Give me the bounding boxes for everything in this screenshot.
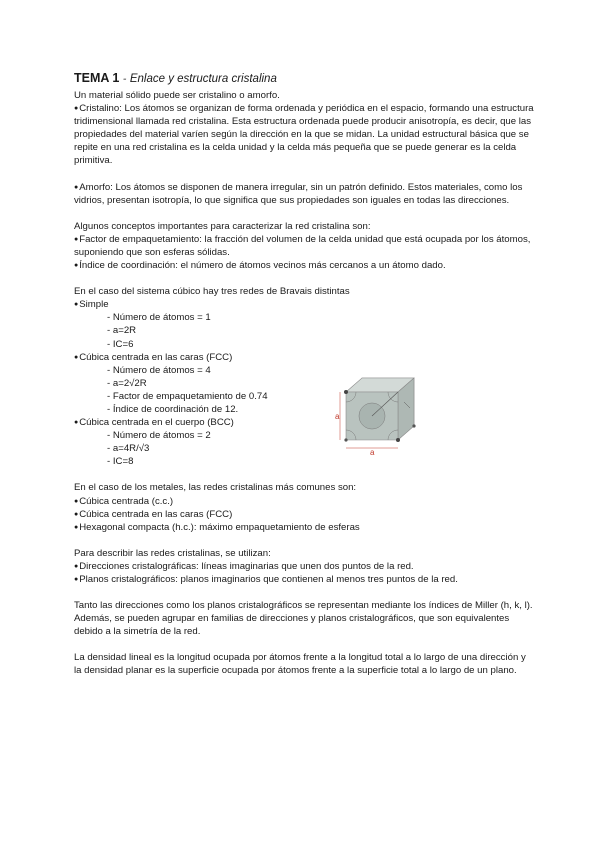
cristalino-paragraph: ● Cristalino: Los átomos se organizan de forma ordenada y periódica en el espacio, formando una estructura tridimensional llamada red cristalina. Esta estructura ordenada puede producir anisotropía, es decir, que las propiedades del material varíen según la dirección en la que se midan. La unidad estructural básica que se repite en una red cristalina es la celda unidad y la celda más pequeña que se puede generar es la celda primitiva. [74, 102, 534, 167]
bravais-item: - Número de átomos = 4 [74, 364, 534, 377]
bravais-item: - Número de átomos = 1 [74, 311, 534, 324]
bravais-item: - a=2R [74, 324, 534, 337]
title-subtitle: Enlace y estructura cristalina [129, 73, 277, 85]
describir-intro: Para describir las redes cristalinas, se utilizan: [74, 547, 271, 559]
intro-text: Un material sólido puede ser cristalino o amorfo. [74, 90, 280, 101]
metales-intro: En el caso de los metales, las redes cristalinas más comunes son: [74, 482, 357, 494]
page-title [74, 70, 534, 87]
fcc-cube-figure [334, 372, 420, 456]
corner-atom [344, 390, 348, 394]
miller-paragraph: Tanto las direcciones como los planos cristalográficos se representan mediante los índices de Miller (h, k, l). Además, se pueden agrupar en familias de direcciones y planos cristalográficos, que son equivalentes debido a la simetría de la red. [74, 600, 533, 638]
bravais-item: - Factor de empaquetamiento de 0.74 [74, 390, 534, 403]
dimension-label-left: a [335, 412, 340, 421]
densidad-paragraph: La densidad lineal es la longitud ocupada por átomos frente a la longitud total a lo largo de una dirección y la densidad planar es la superficie ocupada por átomos frente a la superficie total a lo largo de un plano. [74, 652, 526, 677]
bravais-item: - a=2√2R [74, 377, 534, 390]
bravais-group-title: ● Cúbica centrada en el cuerpo (BCC) [74, 416, 534, 429]
bravais-item: - IC=8 [74, 455, 534, 468]
concepto-item: ● Índice de coordinación: el número de átomos vecinos más cercanos a un átomo dado. [74, 259, 534, 272]
bravais-group-title: ● Simple [74, 298, 534, 311]
bravais-item: - a=4R/√3 [74, 442, 534, 455]
metales-item: ● Hexagonal compacta (h.c.): máximo empaquetamiento de esferas [74, 521, 534, 534]
describir-item: ● Planos cristalográficos: planos imaginarios que contienen al menos tres puntos de la red. [74, 573, 534, 586]
describir-item: ● Direcciones cristalográficas: líneas imaginarias que unen dos puntos de la red. [74, 560, 534, 573]
document-body [74, 70, 534, 678]
bravais-intro: En el caso del sistema cúbico hay tres redes de Bravais distintas [74, 286, 350, 298]
corner-atom [412, 424, 415, 427]
title-number: TEMA 1 [74, 71, 120, 85]
dimension-label-bottom: a [370, 448, 375, 456]
fcc-cube-illustration [334, 372, 420, 456]
bravais-item: - Número de átomos = 2 [74, 429, 534, 442]
metales-item: ● Cúbica centrada (c.c.) [74, 495, 534, 508]
concepto-item: ● Factor de empaquetamiento: la fracción del volumen de la celda unidad que está ocupada por los átomos, suponiendo que son esferas sólidas. [74, 233, 534, 259]
title-separator: - [122, 73, 127, 85]
amorfo-paragraph: ● Amorfo: Los átomos se disponen de manera irregular, sin un patrón definido. Estos materiales, como los vidrios, presentan isotropía, lo que significa que sus propiedades son iguales en todas las direcciones. [74, 181, 534, 207]
corner-atom [344, 438, 347, 441]
bravais-item: - Índice de coordinación de 12. [74, 403, 534, 416]
bravais-item: - IC=6 [74, 338, 534, 351]
metales-item: ● Cúbica centrada en las caras (FCC) [74, 508, 534, 521]
bravais-group-title: ● Cúbica centrada en las caras (FCC) [74, 351, 534, 364]
corner-atom [396, 438, 400, 442]
conceptos-intro: Algunos conceptos importantes para caracterizar la red cristalina son: [74, 220, 371, 232]
